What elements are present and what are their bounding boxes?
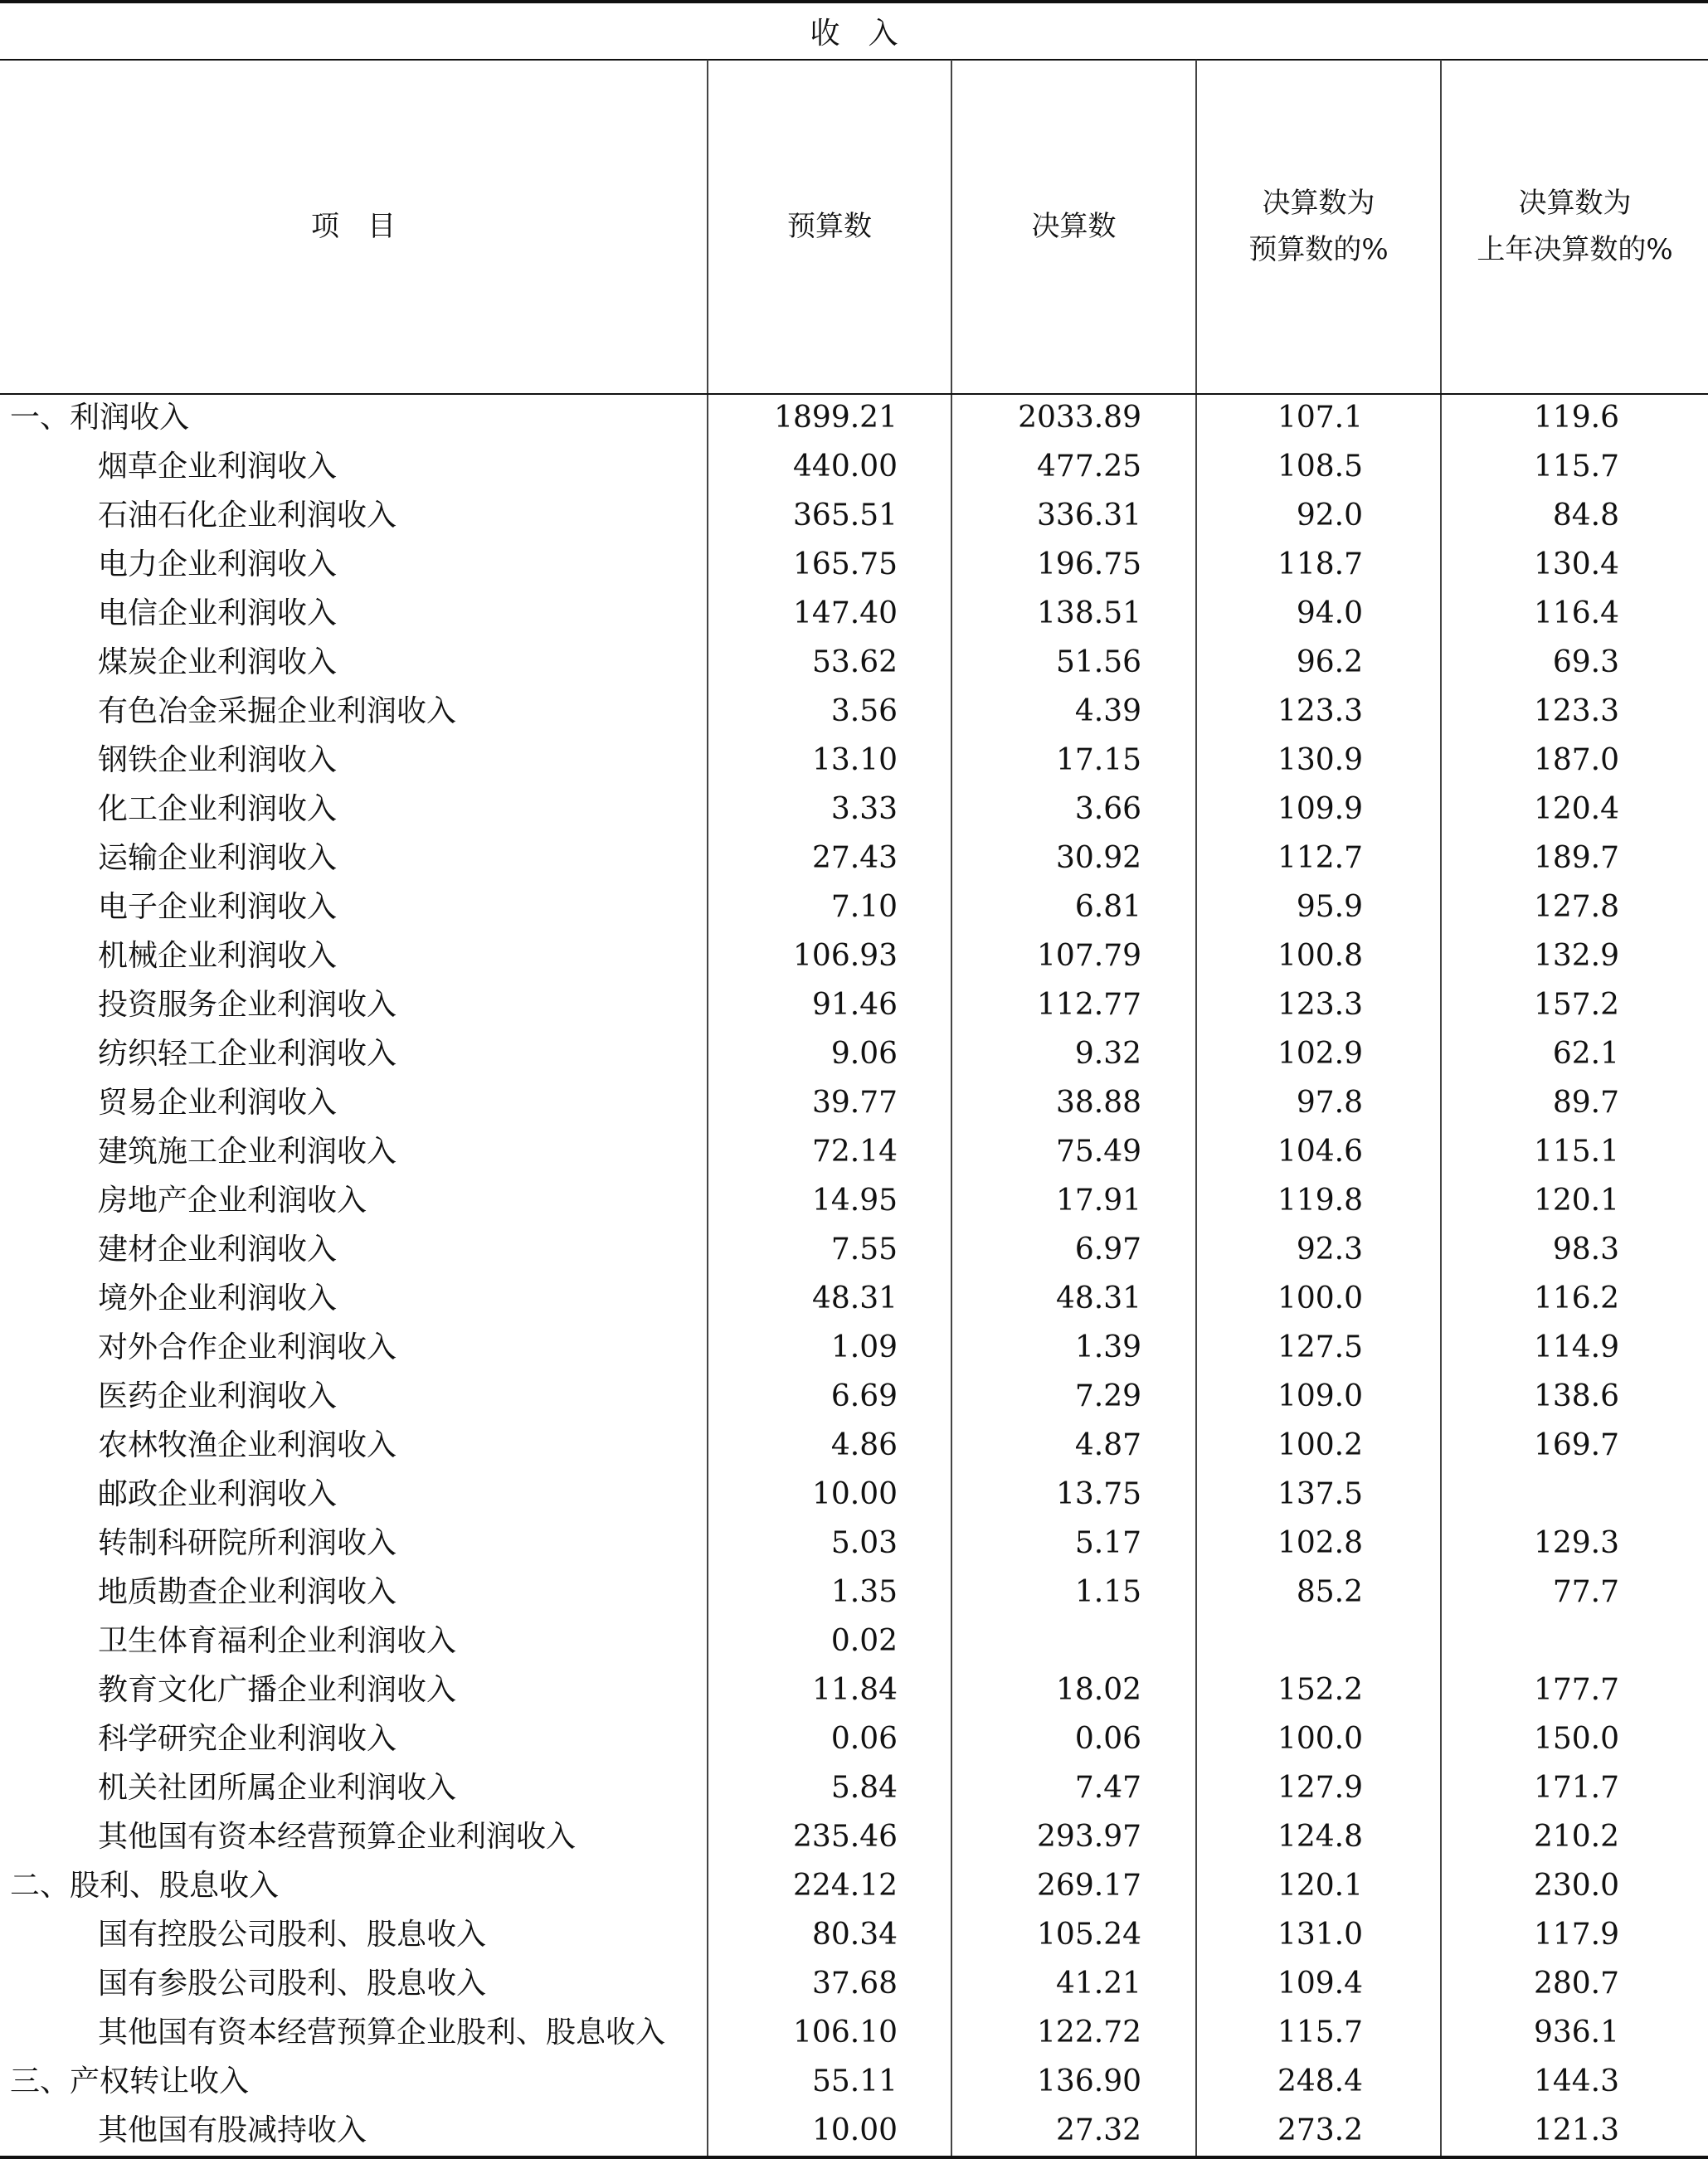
pct-of-last-year-cell: 138.6 [1533,1379,1619,1413]
table-row [0,2008,1708,2057]
bottom-rule [0,2156,1708,2159]
budget-cell: 1.35 [830,1575,898,1609]
pct-of-budget-cell: 127.9 [1277,1771,1363,1805]
table-row [0,1763,1708,1812]
pct-of-budget-cell: 100.0 [1277,1722,1363,1756]
budget-cell: 11.84 [811,1673,898,1707]
pct-of-budget-cell: 124.8 [1277,1820,1363,1854]
pct-of-last-year-cell: 189.7 [1533,841,1619,875]
row-label: 国有控股公司股利、股息收入 [98,1918,487,1952]
pct-of-last-year-cell: 98.3 [1552,1233,1619,1267]
table-row [0,980,1708,1029]
column-header-budget: 预算数 [787,210,872,243]
pct-of-budget-cell: 92.3 [1296,1233,1363,1267]
row-label: 建筑施工企业利润收入 [98,1135,397,1169]
pct-of-last-year-cell: 123.3 [1533,694,1619,728]
budget-cell: 7.10 [830,890,898,924]
table-row [0,2106,1708,2155]
pct-of-budget-cell: 107.1 [1277,401,1363,435]
budget-cell: 7.55 [830,1233,898,1267]
pct-of-last-year-cell: 62.1 [1552,1037,1619,1071]
row-label: 科学研究企业利润收入 [98,1722,397,1756]
row-label: 二、股利、股息收入 [10,1869,280,1903]
pct-of-budget-cell: 131.0 [1277,1918,1363,1952]
final-cell: 7.29 [1074,1379,1141,1413]
pct-of-last-year-cell: 150.0 [1533,1722,1619,1756]
final-cell: 336.31 [1037,498,1141,532]
table-row [0,1959,1708,2008]
budget-cell: 80.34 [811,1918,898,1952]
pct-of-last-year-cell: 115.1 [1533,1135,1619,1169]
pct-of-budget-cell: 120.1 [1277,1869,1363,1903]
table-row [0,1421,1708,1470]
budget-cell: 27.43 [811,841,898,875]
budget-cell: 4.86 [830,1428,898,1462]
final-cell: 4.39 [1074,694,1141,728]
pct-of-last-year-cell: 115.7 [1533,450,1619,484]
pct-of-last-year-cell: 144.3 [1533,2064,1619,2098]
final-cell: 477.25 [1037,450,1141,484]
table-row [0,1665,1708,1714]
budget-cell: 1.09 [830,1330,898,1364]
final-cell: 269.17 [1037,1869,1141,1903]
pct-of-budget-cell: 123.3 [1277,988,1363,1022]
table-row [0,1176,1708,1225]
pct-of-last-year-cell: 116.4 [1533,596,1619,630]
pct-of-last-year-cell: 116.2 [1533,1281,1619,1315]
final-cell: 30.92 [1055,841,1141,875]
table-row [0,2057,1708,2106]
table-row [0,442,1708,491]
final-cell: 41.21 [1055,1967,1141,2001]
table-title: 收入 [810,16,927,51]
row-label: 医药企业利润收入 [98,1379,338,1413]
pct-of-last-year-cell: 120.4 [1533,792,1619,826]
row-label: 国有参股公司股利、股息收入 [98,1967,487,2001]
final-cell: 136.90 [1037,2064,1141,2098]
row-label: 钢铁企业利润收入 [98,743,338,777]
final-cell: 18.02 [1055,1673,1141,1707]
pct-of-budget-cell: 104.6 [1277,1135,1363,1169]
pct-of-budget-cell: 96.2 [1296,645,1363,679]
budget-cell: 13.10 [811,743,898,777]
budget-cell: 91.46 [811,988,898,1022]
budget-cell: 72.14 [811,1135,898,1169]
pct-of-last-year-cell: 129.3 [1533,1526,1619,1560]
column-header-final-vs-last-year-line1: 决算数为 [1518,187,1632,220]
final-cell: 112.77 [1037,988,1141,1022]
table-row [0,1078,1708,1127]
row-label: 三、产权转让收入 [10,2064,250,2098]
row-label: 房地产企业利润收入 [98,1184,367,1218]
pct-of-last-year-cell: 120.1 [1533,1184,1619,1218]
pct-of-budget-cell: 248.4 [1277,2064,1363,2098]
pct-of-last-year-cell: 210.2 [1533,1820,1619,1854]
pct-of-last-year-cell: 171.7 [1533,1771,1619,1805]
final-cell: 75.49 [1055,1135,1141,1169]
final-cell: 48.31 [1055,1281,1141,1315]
budget-cell: 55.11 [811,2064,898,2098]
row-label: 有色冶金采掘企业利润收入 [98,694,457,728]
pct-of-last-year-cell: 119.6 [1533,401,1619,435]
pct-of-last-year-cell: 187.0 [1533,743,1619,777]
row-label: 烟草企业利润收入 [98,450,338,484]
final-cell: 1.39 [1074,1330,1141,1364]
pct-of-budget-cell: 100.2 [1277,1428,1363,1462]
table-row [0,1714,1708,1763]
table-row [0,1029,1708,1078]
column-header-final-vs-last-year [1442,60,1708,393]
pct-of-budget-cell: 108.5 [1277,450,1363,484]
table-row [0,1861,1708,1910]
budget-cell: 147.40 [793,596,898,630]
final-cell: 293.97 [1037,1820,1141,1854]
table-row [0,1568,1708,1617]
pct-of-budget-cell: 109.9 [1277,792,1363,826]
row-label: 卫生体育福利企业利润收入 [98,1624,457,1658]
pct-of-budget-cell: 102.9 [1277,1037,1363,1071]
pct-of-budget-cell: 112.7 [1277,841,1363,875]
row-label: 地质勘查企业利润收入 [98,1575,397,1609]
pct-of-last-year-cell: 230.0 [1533,1869,1619,1903]
budget-cell: 106.93 [793,939,898,973]
row-label: 建材企业利润收入 [98,1233,338,1267]
pct-of-last-year-cell: 157.2 [1533,988,1619,1022]
column-header-final-vs-budget [1197,60,1440,393]
column-header-final-vs-last-year-line2: 上年决算数的% [1477,233,1673,266]
budget-cell: 10.00 [811,2113,898,2147]
column-header-final-vs-budget-line2: 预算数的% [1248,233,1389,266]
pct-of-last-year-cell: 132.9 [1533,939,1619,973]
pct-of-budget-cell: 100.0 [1277,1281,1363,1315]
row-label: 石油石化企业利润收入 [98,498,397,532]
pct-of-budget-cell: 85.2 [1296,1575,1363,1609]
table-row [0,638,1708,687]
row-label: 邮政企业利润收入 [98,1477,338,1511]
budget-cell: 440.00 [793,450,898,484]
pct-of-last-year-cell: 177.7 [1533,1673,1619,1707]
budget-cell: 3.33 [830,792,898,826]
final-cell: 122.72 [1037,2016,1141,2050]
final-cell: 51.56 [1055,645,1141,679]
budget-cell: 9.06 [830,1037,898,1071]
table-row [0,1127,1708,1176]
row-label: 机关社团所属企业利润收入 [98,1771,457,1805]
table-row [0,393,1708,442]
row-label: 电子企业利润收入 [98,890,338,924]
row-label: 电信企业利润收入 [98,596,338,630]
budget-cell: 14.95 [811,1184,898,1218]
table-row [0,1470,1708,1519]
pct-of-last-year-cell: 130.4 [1533,547,1619,581]
final-cell: 196.75 [1037,547,1141,581]
pct-of-budget-cell: 95.9 [1296,890,1363,924]
budget-cell: 5.84 [830,1771,898,1805]
final-cell: 3.66 [1074,792,1141,826]
table-row [0,589,1708,638]
pct-of-last-year-cell: 77.7 [1552,1575,1619,1609]
table-row [0,1910,1708,1959]
pct-of-budget-cell: 127.5 [1277,1330,1363,1364]
row-label: 投资服务企业利润收入 [98,988,397,1022]
budget-cell: 224.12 [793,1869,898,1903]
row-label: 机械企业利润收入 [98,939,338,973]
final-cell: 5.17 [1074,1526,1141,1560]
final-cell: 13.75 [1055,1477,1141,1511]
budget-cell: 37.68 [811,1967,898,2001]
row-label: 纺织轻工企业利润收入 [98,1037,397,1071]
budget-cell: 48.31 [811,1281,898,1315]
pct-of-last-year-cell: 89.7 [1552,1086,1619,1120]
pct-of-budget-cell: 97.8 [1296,1086,1363,1120]
pct-of-last-year-cell: 280.7 [1533,1967,1619,2001]
final-cell: 17.15 [1055,743,1141,777]
pct-of-last-year-cell: 121.3 [1533,2113,1619,2147]
pct-of-last-year-cell: 69.3 [1552,645,1619,679]
row-label: 教育文化广播企业利润收入 [98,1673,457,1707]
column-header-final: 决算数 [1031,210,1117,243]
pct-of-budget-cell: 92.0 [1296,498,1363,532]
budget-cell: 6.69 [830,1379,898,1413]
pct-of-budget-cell: 118.7 [1277,547,1363,581]
column-header-item: 项目 [311,210,424,243]
table-row [0,1274,1708,1323]
final-cell: 27.32 [1055,2113,1141,2147]
row-label: 其他国有资本经营预算企业利润收入 [98,1820,577,1854]
budget-cell: 39.77 [811,1086,898,1120]
row-label: 煤炭企业利润收入 [98,645,338,679]
budget-cell: 10.00 [811,1477,898,1511]
final-cell: 38.88 [1055,1086,1141,1120]
row-label: 其他国有资本经营预算企业股利、股息收入 [98,2016,666,2050]
pct-of-budget-cell: 119.8 [1277,1184,1363,1218]
row-label: 其他国有股减持收入 [98,2113,367,2147]
pct-of-budget-cell: 115.7 [1277,2016,1363,2050]
table-row [0,1225,1708,1274]
budget-cell: 0.06 [830,1722,898,1756]
final-cell: 6.81 [1074,890,1141,924]
budget-cell: 5.03 [830,1526,898,1560]
final-cell: 138.51 [1037,596,1141,630]
table-row [0,883,1708,931]
final-cell: 107.79 [1037,939,1141,973]
pct-of-budget-cell: 109.0 [1277,1379,1363,1413]
budget-cell: 106.10 [793,2016,898,2050]
budget-cell: 235.46 [793,1820,898,1854]
final-cell: 105.24 [1037,1918,1141,1952]
pct-of-last-year-cell: 114.9 [1533,1330,1619,1364]
table-row [0,1372,1708,1421]
final-cell: 9.32 [1074,1037,1141,1071]
row-label: 电力企业利润收入 [98,547,338,581]
row-label: 境外企业利润收入 [98,1281,338,1315]
row-label: 对外合作企业利润收入 [98,1330,397,1364]
pct-of-budget-cell: 123.3 [1277,694,1363,728]
final-cell: 0.06 [1074,1722,1141,1756]
pct-of-budget-cell: 109.4 [1277,1967,1363,2001]
final-cell: 4.87 [1074,1428,1141,1462]
pct-of-last-year-cell: 84.8 [1552,498,1619,532]
table-row [0,931,1708,980]
final-cell: 17.91 [1055,1184,1141,1218]
row-label: 贸易企业利润收入 [98,1086,338,1120]
budget-cell: 1899.21 [774,401,898,435]
column-header-final-vs-budget-line1: 决算数为 [1262,187,1375,220]
pct-of-budget-cell: 137.5 [1277,1477,1363,1511]
row-label: 一、利润收入 [10,401,190,435]
budget-cell: 0.02 [830,1624,898,1658]
budget-cell: 53.62 [811,645,898,679]
table-row [0,736,1708,785]
table-row [0,540,1708,589]
table-row [0,1519,1708,1568]
table-row [0,491,1708,540]
row-label: 转制科研院所利润收入 [98,1526,397,1560]
table-row [0,1812,1708,1861]
budget-cell: 165.75 [793,547,898,581]
row-label: 化工企业利润收入 [98,792,338,826]
pct-of-budget-cell: 152.2 [1277,1673,1363,1707]
table-body [0,393,1708,2155]
pct-of-budget-cell: 100.8 [1277,939,1363,973]
table-row [0,1617,1708,1665]
final-cell: 2033.89 [1018,401,1141,435]
table-row [0,1323,1708,1372]
table-row [0,834,1708,883]
final-cell: 7.47 [1074,1771,1141,1805]
budget-cell: 365.51 [793,498,898,532]
row-label: 运输企业利润收入 [98,841,338,875]
final-cell: 1.15 [1074,1575,1141,1609]
table-row [0,687,1708,736]
pct-of-last-year-cell: 936.1 [1533,2016,1619,2050]
row-label: 农林牧渔企业利润收入 [98,1428,397,1462]
pct-of-last-year-cell: 127.8 [1533,890,1619,924]
table-row [0,785,1708,834]
pct-of-last-year-cell: 117.9 [1533,1918,1619,1952]
budget-cell: 3.56 [830,694,898,728]
pct-of-budget-cell: 102.8 [1277,1526,1363,1560]
pct-of-last-year-cell: 169.7 [1533,1428,1619,1462]
pct-of-budget-cell: 94.0 [1296,596,1363,630]
pct-of-budget-cell: 273.2 [1277,2113,1363,2147]
pct-of-budget-cell: 130.9 [1277,743,1363,777]
final-cell: 6.97 [1074,1233,1141,1267]
